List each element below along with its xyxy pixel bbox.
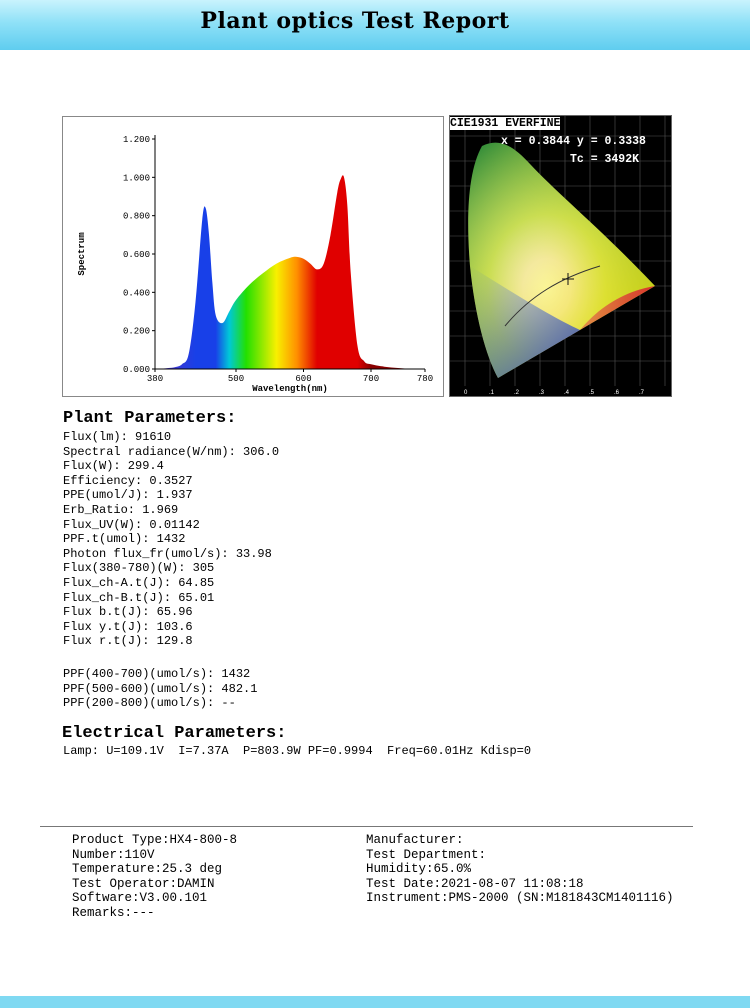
test-info-line: Remarks:--- <box>72 905 155 920</box>
report-header <box>0 0 750 50</box>
svg-text:.5: .5 <box>589 390 595 396</box>
plant-parameter-line: Erb_Ratio: 1.969 <box>63 503 179 517</box>
plant-parameter-line: Photon flux_fr(umol/s): 33.98 <box>63 546 272 561</box>
plant-parameter-line: Flux y.t(J): 103.6 <box>63 619 193 634</box>
plant-parameter-line: Flux(380-780)(W): 305 <box>63 561 215 576</box>
svg-text:.2: .2 <box>514 390 520 396</box>
plant-parameter-line: Flux b.t(J): 65.96 <box>63 605 193 620</box>
y-tick-label: 1.000 <box>122 173 150 184</box>
x-tick-label: 500 <box>227 374 245 384</box>
plant-parameter-line: Flux(W): 299.4 <box>63 459 164 474</box>
cie-xy-coordinates: x = 0.3844 y = 0.3338 <box>501 135 646 148</box>
electrical-parameters-heading: Electrical Parameters: <box>62 724 287 743</box>
plant-parameter-line: Spectral radiance(W/nm): 306.0 <box>63 444 280 459</box>
test-info-line: Manufacturer: <box>366 833 464 847</box>
svg-text:.7: .7 <box>639 390 645 396</box>
y-axis-label: Spectrum <box>77 232 87 276</box>
test-info-line: Test Department: <box>366 847 487 862</box>
test-info-right <box>366 833 674 906</box>
test-info-line: Number:110V <box>72 847 155 862</box>
test-info-line: Temperature:25.3 deg <box>72 862 223 876</box>
test-info-line: Test Date:2021-08-07 11:08:18 <box>366 876 584 891</box>
test-info-line: Product Type:HX4-800-8 <box>72 833 238 847</box>
cie-color-temperature: Tc = 3492K <box>570 153 640 166</box>
spectrum-chart-frame <box>62 116 444 397</box>
svg-text:.4: .4 <box>564 390 570 396</box>
x-axis-label: Wavelength(nm) <box>252 384 328 394</box>
svg-text:.6: .6 <box>614 390 620 396</box>
spectrum-area <box>155 175 425 369</box>
test-info-line: Instrument:PMS-2000 (SN:M181843CM1401116) <box>366 891 674 905</box>
divider <box>40 826 693 827</box>
ppf-line: PPF(200-800)(umol/s): -- <box>63 696 236 711</box>
test-info-line: Software:V3.00.101 <box>72 891 208 905</box>
x-tick-label: 780 <box>416 374 434 384</box>
lamp-electrical-values: Lamp: U=109.1V I=7.37A P=803.9W PF=0.9994 Freq=60.01Hz Kdisp=0 <box>63 744 532 758</box>
test-info-line: Test Operator:DAMIN <box>72 876 215 891</box>
plant-parameter-line: Flux r.t(J): 129.8 <box>63 634 193 649</box>
svg-text:.3: .3 <box>539 390 545 396</box>
y-tick-label: 0.800 <box>122 211 150 222</box>
svg-text:0: 0 <box>464 390 468 396</box>
plant-parameter-line: Flux_ch-B.t(J): 65.01 <box>63 590 215 605</box>
ppf-line: PPF(400-700)(umol/s): 1432 <box>63 667 251 681</box>
plant-parameter-line: Efficiency: 0.3527 <box>63 473 193 488</box>
plant-parameter-line: Flux_ch-A.t(J): 64.85 <box>63 576 215 590</box>
footer-bar <box>0 996 750 1008</box>
svg-text:.1: .1 <box>489 390 495 396</box>
x-tick-label: 380 <box>146 374 164 384</box>
test-info-left <box>72 833 237 920</box>
x-tick-label: 700 <box>362 374 380 384</box>
cie-diagram <box>449 115 672 397</box>
y-tick-label: 0.000 <box>122 365 150 375</box>
ppf-line: PPF(500-600)(umol/s): 482.1 <box>63 681 258 696</box>
plant-parameters-heading: Plant Parameters: <box>63 409 237 428</box>
plant-parameter-line: PPE(umol/J): 1.937 <box>63 488 193 503</box>
y-tick-label: 0.400 <box>122 288 150 299</box>
plant-parameter-line: PPF.t(umol): 1432 <box>63 532 186 547</box>
spectrum-chart <box>63 117 443 396</box>
cie-title: CIE1931 EVERFINE <box>450 117 561 130</box>
x-tick-label: 600 <box>295 374 312 384</box>
test-info-line: Humidity:65.0% <box>366 862 472 876</box>
report-title: Plant optics Test Report <box>200 8 510 34</box>
y-tick-label: 1.200 <box>122 135 150 145</box>
plant-parameter-line: Flux_UV(W): 0.01142 <box>63 517 200 532</box>
y-tick-label: 0.200 <box>122 326 150 337</box>
plant-parameter-line: Flux(lm): 91610 <box>63 430 172 444</box>
y-tick-label: 0.600 <box>122 250 150 260</box>
